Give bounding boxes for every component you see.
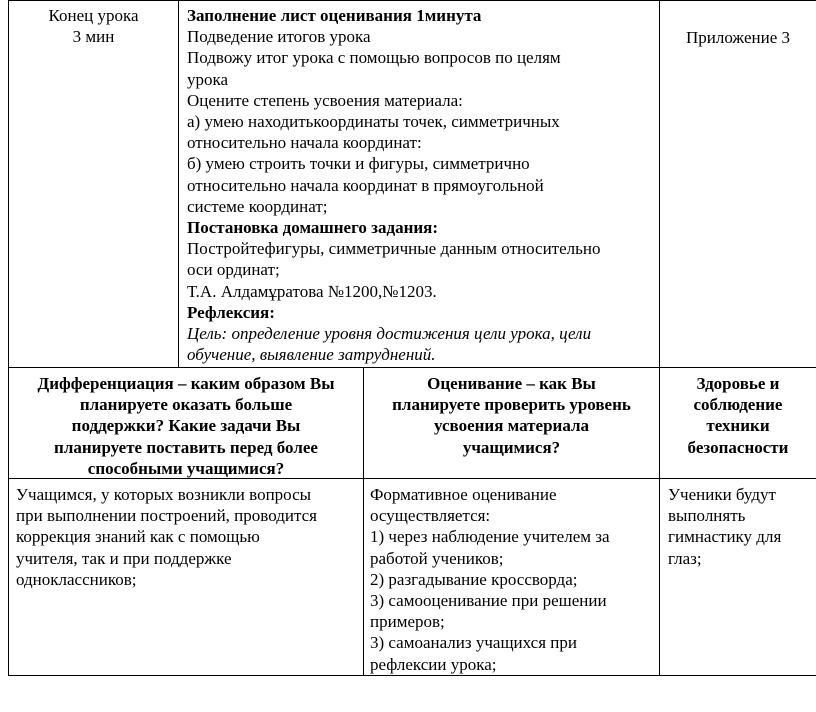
assessment-line: 1) через наблюдение учителем за [370,527,610,547]
table-border-row1 [8,367,816,368]
differentiation-line: учителя, так и при поддержке [16,548,232,568]
assessment-header-line: Оценивание – как Вы [427,374,596,393]
table-border-bottom [8,675,816,676]
assessment-cell [370,484,658,675]
content-line: б) умею строить точки и фигуры, симметрично [187,154,530,174]
assessment-line: 2) разгадывание кроссворда; [370,569,578,589]
differentiation-header-line: планируете оказать больше [79,395,293,415]
resources-cell [660,27,816,48]
differentiation-line: одноклассников; [16,569,137,589]
assessment-line: 3) самооценивание при решении [370,591,607,611]
content-line: Подведение итогов урока [187,27,371,47]
table-border-col3 [659,0,660,676]
content-line: относительно начала координат в прямоугольной [187,175,544,195]
health-header-line: соблюдение [693,395,783,415]
stage-name: Конец урока [48,6,139,25]
health-header [660,373,816,458]
health-line: Ученики будут [668,485,776,504]
lesson-content-cell [187,5,657,365]
stage-duration: 3 мин [72,27,115,47]
content-line: урока [187,69,229,89]
table-border-col1-top [178,0,179,368]
content-line: Оцените степень усвоения материала: [187,90,463,110]
stage-cell [9,5,178,47]
differentiation-header [9,373,363,479]
differentiation-header-line: Дифференциация – каким образом Вы [37,374,335,393]
homework-line: Постройтефигуры, симметричные данным относительно [187,239,601,259]
assessment-header-line: усвоения материала [433,416,590,436]
differentiation-line: при выполнении построений, проводится [16,506,317,526]
assessment-line: 3) самоанализ учащихся при [370,633,577,653]
differentiation-cell [16,484,362,590]
health-line: глаз; [668,548,702,568]
assessment-line: примеров; [370,612,445,632]
assessment-line: Формативное оценивание [370,485,557,504]
health-line: выполнять [668,506,746,526]
table-border-left [8,0,9,676]
content-line: а) умею находитькоординаты точек, симметричных [187,112,560,132]
table-border-top [8,0,816,1]
differentiation-line: Учащимся, у которых возникли вопросы [16,485,312,504]
reflection-heading: Рефлексия: [187,302,275,322]
assessment-header-line: планируете проверить уровень [392,395,631,415]
content-title: Заполнение лист оценивания 1минута [187,6,482,25]
health-cell [668,484,815,569]
homework-line: оси ординат; [187,260,280,280]
assessment-line: осуществляется: [370,506,491,526]
differentiation-line: коррекция знаний как с помощью [16,527,260,547]
health-line: гимнастику для [668,527,782,547]
assessment-line: работой учеников; [370,548,504,568]
assessment-header-line: учащимися? [462,437,561,457]
differentiation-header-line: способными учащимися? [87,458,285,478]
homework-line: Т.А. Алдамұратова №1200,№1203. [187,281,437,301]
reflection-line: Цель: определение уровня достижения цели урока, цели [187,324,592,344]
differentiation-header-line: планируете поставить перед более [54,437,318,457]
assessment-header [364,373,659,458]
health-header-line: безопасности [687,437,789,457]
health-header-line: Здоровье и [696,374,780,393]
resources-label: Приложение 3 [686,28,790,47]
homework-heading: Постановка домашнего задания: [187,218,439,238]
content-line: системе координат; [187,196,328,216]
content-line: Подвожу итог урока с помощью вопросов по целям [187,48,561,68]
content-line: относительно начала координат: [187,133,422,153]
assessment-line: рефлексии урока; [370,654,497,674]
health-header-line: техники [706,416,770,436]
differentiation-header-line: поддержки? Какие задачи Вы [71,416,301,436]
reflection-line: обучение, выявление затруднений. [187,345,436,365]
